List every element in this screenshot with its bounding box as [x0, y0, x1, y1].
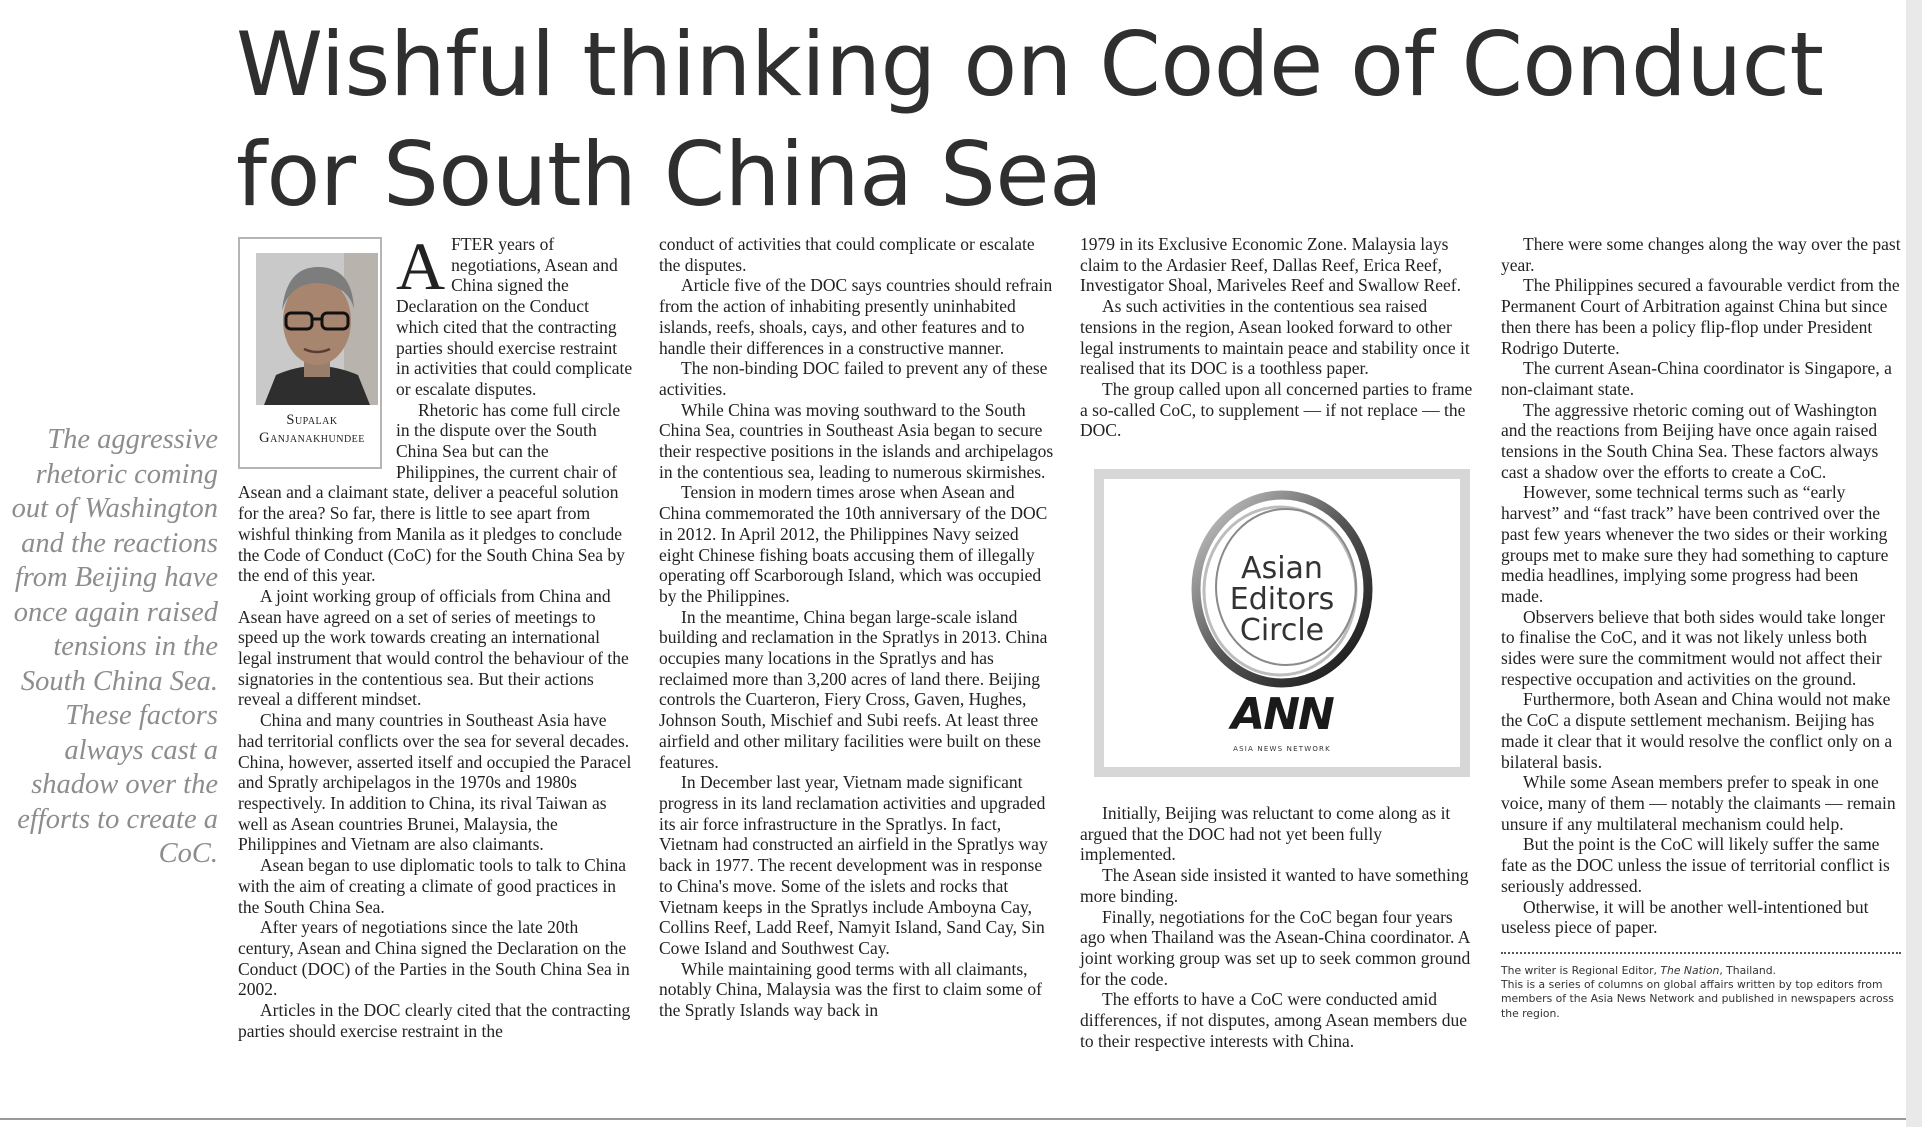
logo-line-2: Editors	[1229, 582, 1335, 618]
paragraph: While maintaining good terms with all claimants, notably China, Malaysia was the first to claim some of the Spratly Islands way back in	[659, 958, 1042, 1021]
paragraph: While China was moving southward to the South China Sea, countries in Southeast Asia began to secure their respective positions in the islands and archipelagos in the contentious sea, leading to numerous skirmishes.	[659, 399, 1054, 482]
asian-editors-circle-logo	[1094, 469, 1470, 777]
paragraph: Article five of the DOC says countries should refrain from the action of inhabiting presently uninhabited islands, reefs, shoals, cays, and other features and to handle their differences in a constructive manner.	[659, 275, 1053, 358]
paragraph: A joint working group of officials from China and Asean have agreed on a set of series of meetings to speed up the work towards creating an international legal instrument that would control the behaviour of the signatories in the contentious sea. But their actions reveal a different mindset.	[238, 585, 629, 710]
paragraph: Observers believe that both sides would take longer to finalise the CoC, and it was not likely unless both sides were sure the commitment would not affect their respective occupation and activities on the ground.	[1501, 606, 1886, 689]
ann-logo-mark: ANN	[1231, 689, 1333, 741]
paragraph: Articles in the DOC clearly cited that the contracting parties should exercise restraint in the	[238, 1000, 631, 1041]
paragraph: Initially, Beijing was reluctant to come along as it argued that the DOC had not yet been fully implemented.	[1080, 803, 1451, 865]
headline: Wishful thinking on Code of Conduct for South China Sea	[236, 13, 1824, 226]
footnote-series-note: This is a series of columns on global affairs written by top editors from members of the Asia News Network and published in newspapers across the region.	[1501, 978, 1894, 1020]
paragraph: After years of negotiations since the late 20th century, Asean and China signed the Declaration on the Conduct (DOC) of the Parties in the South China Sea in 2002.	[238, 917, 630, 1000]
paragraph: Asean began to use diplomatic tools to talk to China with the aim of creating a climate of good practices in the South China Sea.	[238, 855, 626, 917]
paragraph: Otherwise, it will be another well-intentioned but useless piece of paper.	[1501, 896, 1869, 938]
paragraph: There were some changes along the way over the past year.	[1501, 234, 1901, 275]
paragraph: 1979 in its Exclusive Economic Zone. Malaysia lays claim to the Ardasier Reef, Dallas Reef, Erica Reef, Investigator Shoal, Mariveles Reef and Swallow Reef.	[1080, 234, 1462, 296]
paragraph: Rhetoric has come full circle in the dispute over the South China Sea but can the Philippines, the current chair of Asean and a claimant state, deliver a peaceful solution for the area? So far, there is little to see apart from wishful thinking from Manila as it pledges to conclude the Code of Conduct (CoC) for the South China Sea by the end of this year.	[238, 399, 625, 586]
logo-line-1: Asian	[1241, 551, 1323, 587]
paragraph: The Asean side insisted it wanted to have something more binding.	[1080, 865, 1469, 906]
author-box	[238, 237, 382, 469]
article-column-4	[1501, 234, 1901, 1021]
paragraph: In December last year, Vietnam made significant progress in its land reclamation activities and upgraded its air force infrastructure in the Spratlys. In fact, Vietnam had constructed an airfield in the Spratlys way back in 1977. The recent development was in response to China's move. Some of the islets and rocks that Vietnam keeps in the Spratlys include Amboyna Cay, Collins Reef, Ladd Reef, Namyit Island, Sand Cay, Sin Cowe Island and Southwest Cay.	[659, 772, 1048, 958]
paragraph: But the point is the CoC will likely suffer the same fate as the DOC unless the issue of territorial conflict is seriously addressed.	[1501, 834, 1890, 896]
footnote-suffix: , Thailand.	[1719, 963, 1776, 977]
footnote-writer-line	[1501, 964, 1901, 978]
paragraph: However, some technical terms such as “early harvest” and “fast track” have been contrived over the past few years whenever the two sides or their working groups met to make sure they had something to capture media headlines, implying some progress had been made.	[1501, 482, 1889, 606]
paragraph: While some Asean members prefer to speak in one voice, many of them — notably the claimants — remain unsure if any multilateral mechanism could help.	[1501, 772, 1896, 834]
bottom-rule	[0, 1118, 1906, 1120]
logo-line-3: Circle	[1239, 613, 1325, 649]
paragraph: Finally, negotiations for the CoC began four years ago when Thailand was the Asean-China coordinator. A joint working group was set up to seek common ground for the code.	[1080, 906, 1471, 989]
paragraph: The current Asean-China coordinator is Singapore, a non-claimant state.	[1501, 358, 1892, 399]
article-column-1	[238, 228, 634, 1041]
pull-quote: The aggressive rhetoric coming out of Washington and the reactions from Beijing have once again raised tensions in the South China Sea. These factors always cast a shadow over the efforts to create a CoC.	[11, 424, 218, 869]
paragraph: conduct of activities that could complicate or escalate the disputes.	[659, 234, 1035, 275]
author-photo-icon	[256, 253, 378, 405]
paragraph: China and many countries in Southeast Asia have had territorial conflicts over the sea for several decades. China, however, asserted itself and occupied the Paracel and Spratly archipelagos in the 1970s and 1980s respectively. In addition to China, its rival Taiwan as well as Asean countries Brunei, Malaysia, the Philippines and Vietnam are also claimants.	[238, 710, 632, 855]
article-column-3	[1080, 234, 1476, 1051]
logo-text	[1104, 551, 1460, 649]
footnote-divider	[1501, 952, 1901, 954]
author-last-name: Ganjanakhundee	[259, 430, 365, 446]
page-edge	[1906, 0, 1922, 1127]
ann-logo-subtitle: ASIA NEWS NETWORK	[1233, 745, 1331, 754]
article-column-2	[659, 234, 1057, 1021]
paragraph: The non-binding DOC failed to prevent any of these activities.	[659, 358, 1048, 399]
author-first-name: Supalak	[286, 412, 338, 428]
paragraph: Furthermore, both Asean and China would not make the CoC a dispute settlement mechanism. Beijing has made it clear that it would resolve the conflict only on a bilateral basis.	[1501, 689, 1893, 772]
paragraph: Tension in modern times arose when Asean and China commemorated the 10th anniversary of the DOC in 2012. In April 2012, the Philippines Navy seized eight Chinese fishing boats accusing them of illegally operating off Scarborough Island, which was occupied by the Philippines.	[659, 482, 1048, 606]
paragraph: FTER years of negotiations, Asean and China signed the Declaration on the Conduct which cited that the contracting parties should exercise restraint in activities that could complicate or escalate disputes.	[396, 234, 633, 399]
paragraph: The group called upon all concerned parties to frame a so-called CoC, to supplement — if not replace — the DOC.	[1080, 378, 1473, 441]
paragraph: The Philippines secured a favourable verdict from the Permanent Court of Arbitration against China but since then there has been a policy flip-flop under President Rodrigo Duterte.	[1501, 275, 1900, 358]
paragraph: The efforts to have a CoC were conducted amid differences, if not disputes, among Asean members due to their respective interests with China.	[1080, 989, 1468, 1051]
footnote-publication: The Nation	[1660, 963, 1720, 977]
drop-cap: A	[396, 228, 446, 304]
footnote-prefix: The writer is Regional Editor,	[1501, 963, 1661, 977]
footnote	[1501, 964, 1901, 1021]
author-name	[250, 411, 374, 447]
author-portrait	[256, 253, 378, 405]
paragraph: In the meantime, China began large-scale island building and reclamation in the Spratlys in 2013. China occupies many locations in the Spratlys and has reclaimed more than 3,200 acres of land there. Beijing controls the Cuarteron, Fiery Cross, Gaven, Hughes, Johnson South, Mischief and Subi reefs. At least three airfield and other military facilities were built on these features.	[659, 606, 1048, 772]
paragraph: The aggressive rhetoric coming out of Washington and the reactions from Beijing have once again raised tensions in the South China Sea. These factors always cast a shadow over the efforts to create a CoC.	[1501, 399, 1879, 482]
paragraph: As such activities in the contentious sea raised tensions in the region, Asean looked forward to other legal instruments to maintain peace and stability once it realised that its DOC is a toothless paper.	[1080, 296, 1470, 379]
